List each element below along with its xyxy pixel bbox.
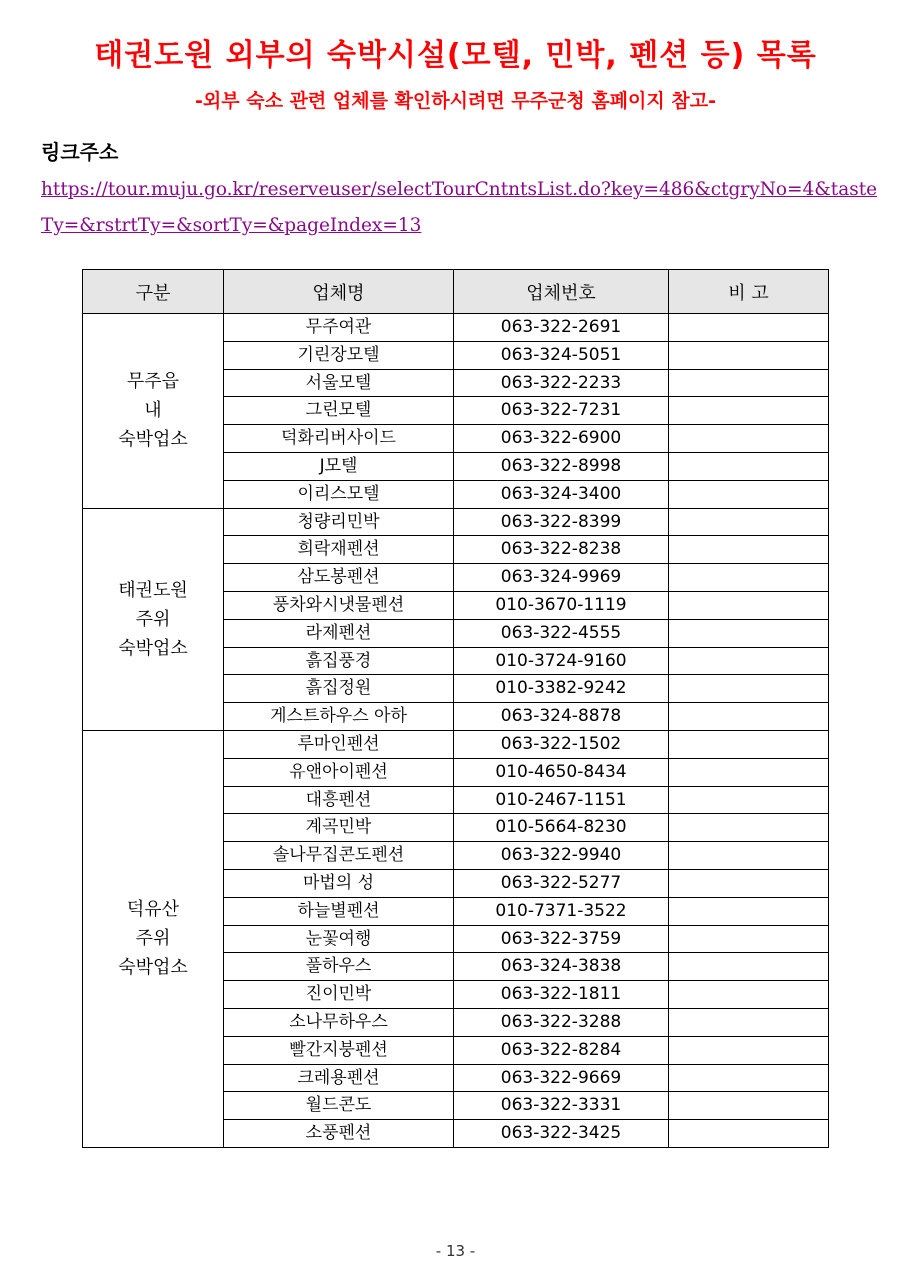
business-name-cell: 소나무하우스 bbox=[224, 1008, 454, 1036]
phone-number-cell: 063-322-1502 bbox=[454, 730, 669, 758]
remarks-cell bbox=[669, 786, 829, 814]
business-name-cell: 청량리민박 bbox=[224, 508, 454, 536]
business-name-cell: 루마인펜션 bbox=[224, 730, 454, 758]
phone-number-cell: 063-322-6900 bbox=[454, 425, 669, 453]
remarks-cell bbox=[669, 452, 829, 480]
business-name-cell: 크레용펜션 bbox=[224, 1064, 454, 1092]
phone-number-cell: 063-322-2233 bbox=[454, 369, 669, 397]
business-name-cell: 계곡민박 bbox=[224, 814, 454, 842]
phone-number-cell: 063-322-9669 bbox=[454, 1064, 669, 1092]
phone-number-cell: 063-322-2691 bbox=[454, 314, 669, 342]
remarks-cell bbox=[669, 758, 829, 786]
phone-number-cell: 063-322-7231 bbox=[454, 397, 669, 425]
business-name-cell: 게스트하우스 아하 bbox=[224, 703, 454, 731]
remarks-cell bbox=[669, 397, 829, 425]
accommodation-table bbox=[82, 269, 829, 1148]
business-name-cell: 기린장모텔 bbox=[224, 341, 454, 369]
remarks-cell bbox=[669, 953, 829, 981]
business-name-cell: 무주여관 bbox=[224, 314, 454, 342]
category-cell: 덕유산 주위 숙박업소 bbox=[83, 730, 224, 1147]
phone-number-cell: 010-7371-3522 bbox=[454, 897, 669, 925]
remarks-cell bbox=[669, 314, 829, 342]
business-name-cell: 흙집풍경 bbox=[224, 647, 454, 675]
remarks-cell bbox=[669, 1064, 829, 1092]
remarks-cell bbox=[669, 1008, 829, 1036]
phone-number-cell: 010-3724-9160 bbox=[454, 647, 669, 675]
remarks-cell bbox=[669, 425, 829, 453]
business-name-cell: 희락재펜션 bbox=[224, 536, 454, 564]
business-name-cell: 그린모텔 bbox=[224, 397, 454, 425]
table-row bbox=[83, 314, 829, 342]
remarks-cell bbox=[669, 730, 829, 758]
remarks-cell bbox=[669, 564, 829, 592]
header-category: 구분 bbox=[83, 270, 224, 314]
table-body bbox=[83, 314, 829, 1148]
header-remarks: 비 고 bbox=[669, 270, 829, 314]
phone-number-cell: 063-322-8998 bbox=[454, 452, 669, 480]
business-name-cell: 풀하우스 bbox=[224, 953, 454, 981]
business-name-cell: 덕화리버사이드 bbox=[224, 425, 454, 453]
business-name-cell: 솔나무집콘도펜션 bbox=[224, 842, 454, 870]
phone-number-cell: 010-3670-1119 bbox=[454, 591, 669, 619]
business-name-cell: 눈꽃여행 bbox=[224, 925, 454, 953]
phone-number-cell: 063-322-9940 bbox=[454, 842, 669, 870]
remarks-cell bbox=[669, 369, 829, 397]
table-row bbox=[83, 508, 829, 536]
business-name-cell: 삼도봉펜션 bbox=[224, 564, 454, 592]
remarks-cell bbox=[669, 1092, 829, 1120]
remarks-cell bbox=[669, 703, 829, 731]
phone-number-cell: 063-322-8399 bbox=[454, 508, 669, 536]
category-cell: 무주읍 내 숙박업소 bbox=[83, 314, 224, 509]
table-row bbox=[83, 730, 829, 758]
phone-number-cell: 063-322-3288 bbox=[454, 1008, 669, 1036]
remarks-cell bbox=[669, 619, 829, 647]
phone-number-cell: 063-324-3400 bbox=[454, 480, 669, 508]
phone-number-cell: 063-324-9969 bbox=[454, 564, 669, 592]
link-url[interactable]: https://tour.muju.go.kr/reserveuser/selectTourCntntsList.do?key=486&ctgryNo=4&tasteTy=&rstrtTy=&sortTy=&pageIndex=13 bbox=[41, 179, 878, 236]
remarks-cell bbox=[669, 1036, 829, 1064]
phone-number-cell: 063-322-3331 bbox=[454, 1092, 669, 1120]
header-business-name: 업체명 bbox=[224, 270, 454, 314]
remarks-cell bbox=[669, 925, 829, 953]
remarks-cell bbox=[669, 536, 829, 564]
phone-number-cell: 063-322-3425 bbox=[454, 1120, 669, 1148]
remarks-cell bbox=[669, 981, 829, 1009]
business-name-cell: 이리스모텔 bbox=[224, 480, 454, 508]
phone-number-cell: 010-5664-8230 bbox=[454, 814, 669, 842]
header-phone-number: 업체번호 bbox=[454, 270, 669, 314]
business-name-cell: 빨간지붕펜션 bbox=[224, 1036, 454, 1064]
business-name-cell: 풍차와시냇물펜션 bbox=[224, 591, 454, 619]
phone-number-cell: 010-2467-1151 bbox=[454, 786, 669, 814]
page-number: - 13 - bbox=[435, 1242, 476, 1260]
business-name-cell: 월드콘도 bbox=[224, 1092, 454, 1120]
phone-number-cell: 063-324-8878 bbox=[454, 703, 669, 731]
remarks-cell bbox=[669, 647, 829, 675]
remarks-cell bbox=[669, 869, 829, 897]
business-name-cell: 진이민박 bbox=[224, 981, 454, 1009]
business-name-cell: 서울모텔 bbox=[224, 369, 454, 397]
phone-number-cell: 010-3382-9242 bbox=[454, 675, 669, 703]
business-name-cell: J모텔 bbox=[224, 452, 454, 480]
phone-number-cell: 063-322-3759 bbox=[454, 925, 669, 953]
remarks-cell bbox=[669, 341, 829, 369]
remarks-cell bbox=[669, 842, 829, 870]
business-name-cell: 소풍펜션 bbox=[224, 1120, 454, 1148]
remarks-cell bbox=[669, 897, 829, 925]
business-name-cell: 흙집정원 bbox=[224, 675, 454, 703]
page-title: 태권도원 외부의 숙박시설(모텔, 민박, 펜션 등) 목록 bbox=[94, 38, 817, 73]
page-subtitle: -외부 숙소 관련 업체를 확인하시려면 무주군청 홈페이지 참고- bbox=[195, 90, 716, 112]
phone-number-cell: 063-322-8284 bbox=[454, 1036, 669, 1064]
table-header-row bbox=[83, 270, 829, 314]
remarks-cell bbox=[669, 508, 829, 536]
phone-number-cell: 063-324-3838 bbox=[454, 953, 669, 981]
remarks-cell bbox=[669, 675, 829, 703]
link-heading: 링크주소 bbox=[41, 140, 119, 164]
phone-number-cell: 063-322-1811 bbox=[454, 981, 669, 1009]
business-name-cell: 하늘별펜션 bbox=[224, 897, 454, 925]
business-name-cell: 라제펜션 bbox=[224, 619, 454, 647]
category-cell: 태권도원 주위 숙박업소 bbox=[83, 508, 224, 730]
remarks-cell bbox=[669, 480, 829, 508]
business-name-cell: 마법의 성 bbox=[224, 869, 454, 897]
remarks-cell bbox=[669, 814, 829, 842]
phone-number-cell: 010-4650-8434 bbox=[454, 758, 669, 786]
remarks-cell bbox=[669, 1120, 829, 1148]
phone-number-cell: 063-322-8238 bbox=[454, 536, 669, 564]
phone-number-cell: 063-322-5277 bbox=[454, 869, 669, 897]
remarks-cell bbox=[669, 591, 829, 619]
business-name-cell: 대흥펜션 bbox=[224, 786, 454, 814]
phone-number-cell: 063-324-5051 bbox=[454, 341, 669, 369]
business-name-cell: 유앤아이펜션 bbox=[224, 758, 454, 786]
phone-number-cell: 063-322-4555 bbox=[454, 619, 669, 647]
